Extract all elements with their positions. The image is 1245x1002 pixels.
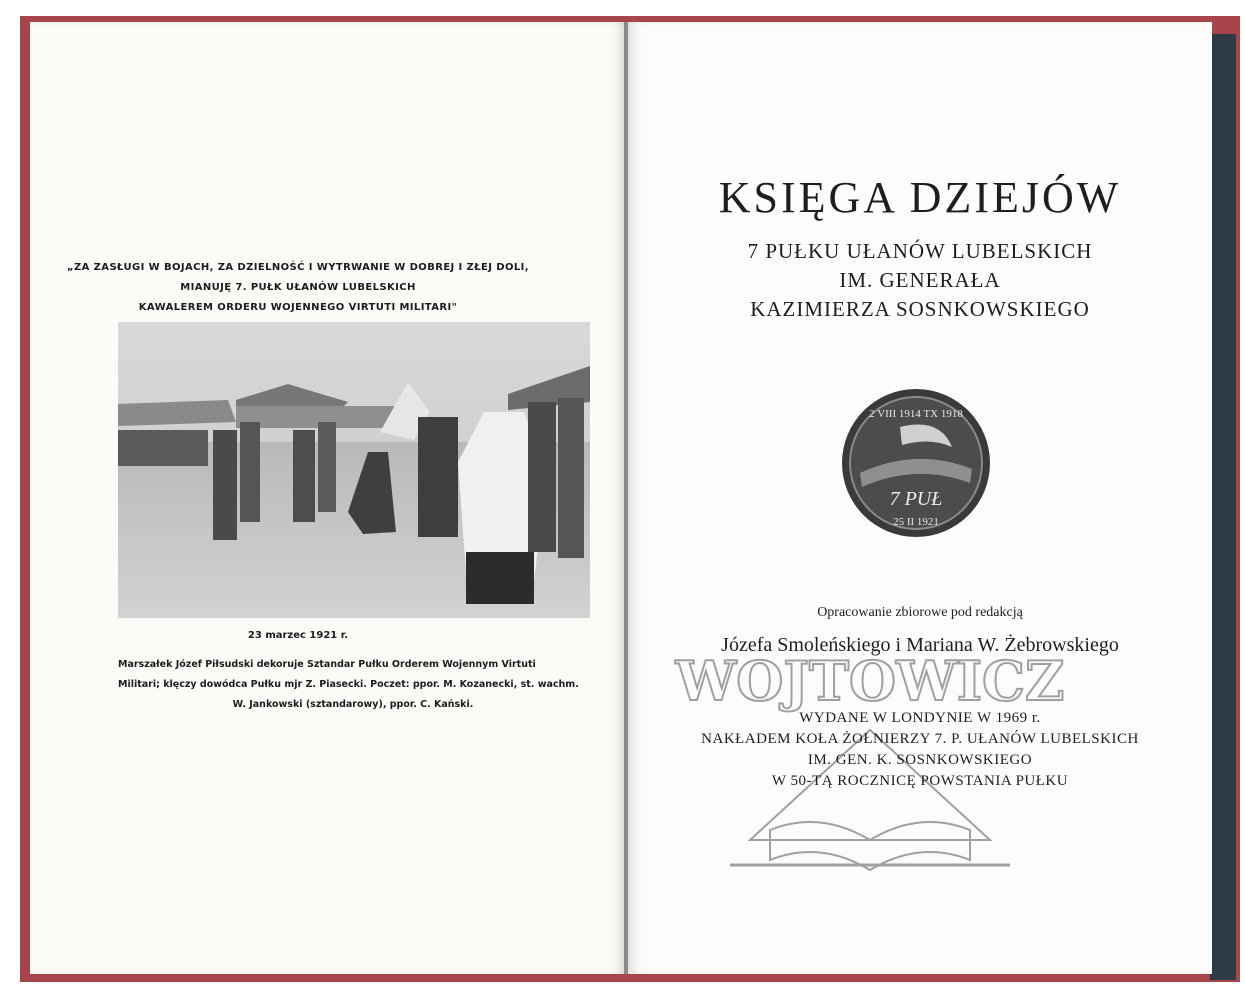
medal-text-bottom: 25 II 1921 (893, 516, 939, 528)
photo-date: 23 marzec 1921 r. (247, 630, 349, 641)
caption-line: Militari; klęczy dowódca Pułku mjr Z. Piasecki. Poczet: ppor. M. Kozanecki, st. wachm. (118, 679, 579, 690)
historical-photo (118, 322, 590, 618)
caption-line: Marszałek Józef Piłsudski dekoruje Sztandar Pułku Orderem Wojennym Virtuti (118, 659, 536, 670)
caption-line: W. Jankowski (sztandarowy), ppor. C. Kański. (232, 699, 474, 710)
quote-line: „ZA ZASŁUGI W BOJACH, ZA DZIELNOŚĆ I WYTRWANIE W DOBREJ I ZŁEJ DOLI, (67, 262, 529, 273)
regimental-medal (840, 387, 992, 539)
publication-line: NAKŁADEM KOŁA ŻOŁNIERZY 7. P. UŁANÓW LUBELSKICH (701, 731, 1139, 747)
publication-line: IM. GEN. K. SOSNKOWSKIEGO (807, 752, 1033, 768)
medal-text-top: 2 VIII 1914 TX 1918 (869, 408, 963, 420)
medal-text-center: 7 PUŁ (889, 488, 943, 510)
photo-illustration (118, 322, 590, 618)
editors: Józefa Smoleńskiego i Mariana W. Żebrowskiego (721, 634, 1119, 656)
book-cover-edge (1210, 34, 1236, 980)
quote-line: MIANUJĘ 7. PUŁK UŁANÓW LUBELSKICH (180, 282, 416, 293)
quote-line: KAWALEREM ORDERU WOJENNEGO VIRTUTI MILITARI" (138, 302, 458, 313)
edition-note: Opracowanie zbiorowe pod redakcją (817, 605, 1023, 620)
subtitle-line: KAZIMIERZA SOSNKOWSKIEGO (750, 297, 1090, 321)
subtitle-line: 7 PUŁKU UŁANÓW LUBELSKICH (747, 239, 1093, 263)
publication-line: WYDANE W LONDYNIE W 1969 r. (799, 710, 1041, 726)
photo-caption (118, 655, 588, 715)
publication-line: W 50-TĄ ROCZNICĘ POWSTANIA PUŁKU (771, 773, 1069, 789)
medal-illustration (840, 387, 992, 539)
watermark-text: WOJTOWICZ (675, 649, 1065, 713)
subtitle-line: IM. GENERAŁA (839, 268, 1001, 292)
dedication-quote (0, 258, 596, 318)
book-title: KSIĘGA DZIEJÓW (718, 173, 1122, 222)
